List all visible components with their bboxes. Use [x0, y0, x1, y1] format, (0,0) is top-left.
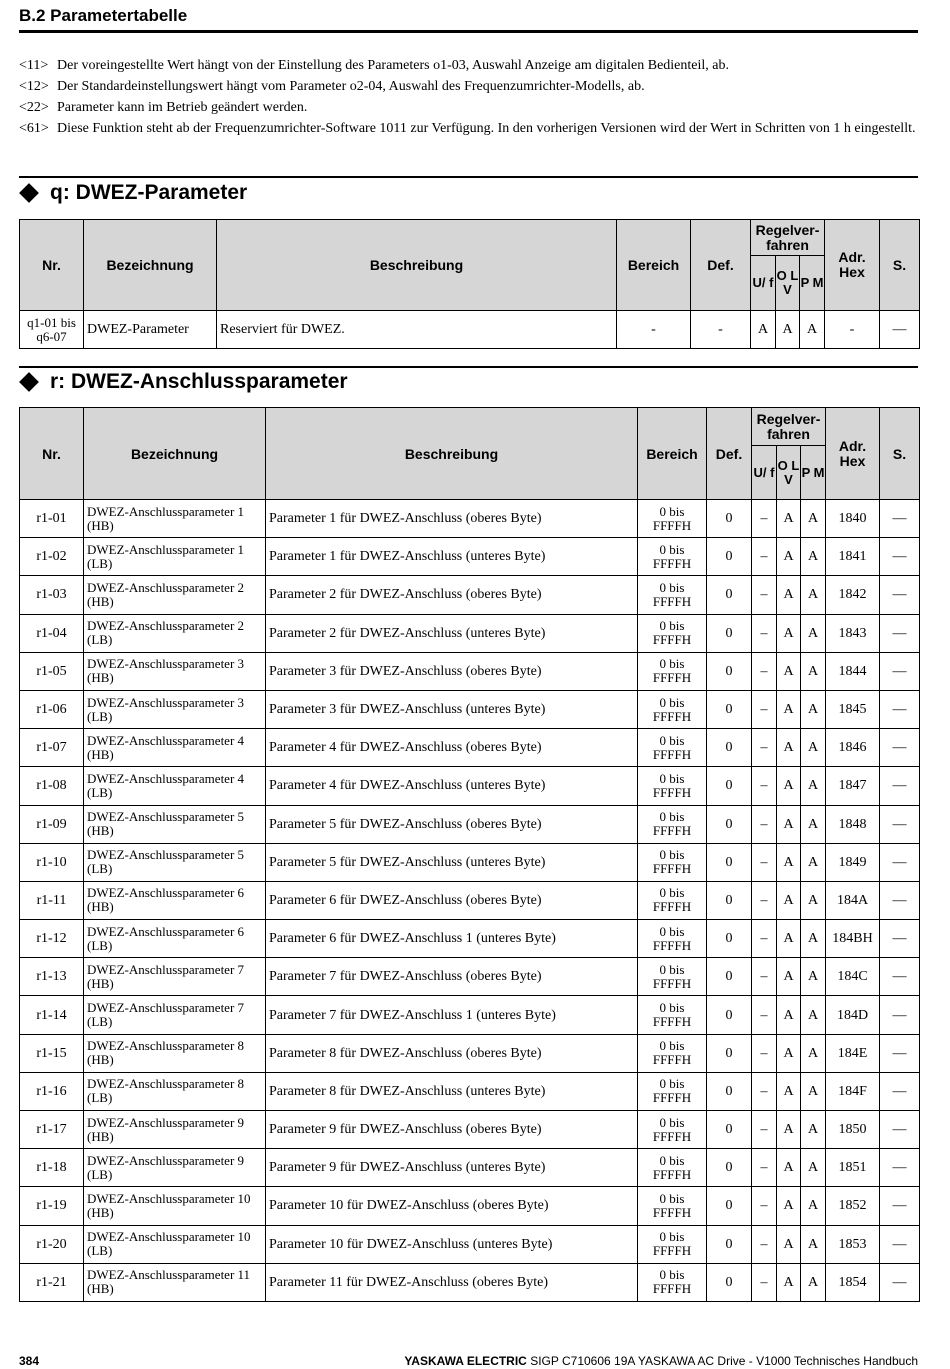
- cell-adr: 184F: [826, 1072, 880, 1110]
- table-row: [20, 614, 920, 652]
- cell-bereich: -: [617, 311, 691, 349]
- cell-adr: 1842: [826, 576, 880, 614]
- cell-bereich: 0 bis FFFFH: [638, 576, 707, 614]
- cell-beschreibung: Parameter 10 für DWEZ-Anschluss (oberes Byte): [266, 1187, 638, 1225]
- cell-adr: 1852: [826, 1187, 880, 1225]
- cell-adr: -: [825, 311, 880, 349]
- cell-pm: A: [801, 805, 826, 843]
- cell-olv: A: [777, 767, 801, 805]
- cell-nr: r1-20: [20, 1225, 84, 1263]
- cell-uf: –: [752, 538, 777, 576]
- cell-bereich: 0 bis FFFFH: [638, 805, 707, 843]
- cell-def: 0: [707, 538, 752, 576]
- cell-def: 0: [707, 1111, 752, 1149]
- cell-bezeichnung: DWEZ-Anschlussparameter 1 (HB): [84, 500, 266, 538]
- cell-olv: A: [777, 881, 801, 919]
- cell-bereich: 0 bis FFFFH: [638, 1034, 707, 1072]
- cell-nr: r1-07: [20, 729, 84, 767]
- cell-def: 0: [707, 767, 752, 805]
- table-row: [20, 538, 920, 576]
- cell-bezeichnung: DWEZ-Anschlussparameter 2 (LB): [84, 614, 266, 652]
- cell-bezeichnung: DWEZ-Anschlussparameter 10 (HB): [84, 1187, 266, 1225]
- table-row: [20, 500, 920, 538]
- cell-olv: A: [777, 996, 801, 1034]
- cell-bereich: 0 bis FFFFH: [638, 1263, 707, 1301]
- cell-beschreibung: Parameter 4 für DWEZ-Anschluss (unteres Byte): [266, 767, 638, 805]
- cell-s: —: [880, 881, 920, 919]
- cell-uf: –: [752, 767, 777, 805]
- cell-bezeichnung: DWEZ-Anschlussparameter 4 (HB): [84, 729, 266, 767]
- cell-def: 0: [707, 1072, 752, 1110]
- cell-bezeichnung: DWEZ-Anschlussparameter 6 (LB): [84, 920, 266, 958]
- cell-def: 0: [707, 614, 752, 652]
- cell-bezeichnung: DWEZ-Anschlussparameter 7 (LB): [84, 996, 266, 1034]
- note-text: Diese Funktion steht ab der Frequenzumrichter-Software 1011 zur Verfügung. In den vorherigen Versionen wird der Wert in Schritten von 1 h eingestellt.: [57, 121, 916, 136]
- cell-pm: A: [801, 1072, 826, 1110]
- cell-s: —: [880, 1187, 920, 1225]
- cell-bezeichnung: DWEZ-Anschlussparameter 3 (HB): [84, 652, 266, 690]
- diamond-bullet-icon: [19, 183, 39, 203]
- cell-uf: –: [752, 500, 777, 538]
- cell-def: 0: [707, 1187, 752, 1225]
- note-id: <22>: [19, 100, 49, 115]
- table-row: [20, 1263, 920, 1301]
- cell-def: 0: [707, 1034, 752, 1072]
- cell-bezeichnung: DWEZ-Anschlussparameter 8 (LB): [84, 1072, 266, 1110]
- cell-def: 0: [707, 1225, 752, 1263]
- table-row: [20, 1111, 920, 1149]
- cell-pm: A: [801, 1149, 826, 1187]
- header-beschreibung: Beschreibung: [217, 220, 617, 311]
- table-row: [20, 576, 920, 614]
- cell-nr: r1-15: [20, 1034, 84, 1072]
- cell-s: —: [880, 920, 920, 958]
- cell-pm: A: [801, 652, 826, 690]
- cell-nr: r1-04: [20, 614, 84, 652]
- cell-beschreibung: Parameter 3 für DWEZ-Anschluss (unteres Byte): [266, 690, 638, 728]
- cell-adr: 1846: [826, 729, 880, 767]
- notes-list: [19, 56, 918, 140]
- cell-adr: 1840: [826, 500, 880, 538]
- note-item: [19, 98, 918, 118]
- cell-s: —: [880, 500, 920, 538]
- cell-uf: –: [752, 1187, 777, 1225]
- header-olv: O L V: [777, 446, 801, 500]
- cell-bereich: 0 bis FFFFH: [638, 614, 707, 652]
- page-title: B.2 Parametertabelle: [19, 6, 918, 33]
- cell-olv: A: [777, 1111, 801, 1149]
- cell-pm: A: [801, 881, 826, 919]
- cell-nr: r1-06: [20, 690, 84, 728]
- cell-nr: q1-01 bis q6-07: [20, 311, 84, 349]
- cell-adr: 184E: [826, 1034, 880, 1072]
- cell-uf: –: [752, 1263, 777, 1301]
- cell-adr: 1851: [826, 1149, 880, 1187]
- table-row: [20, 920, 920, 958]
- table-row: [20, 311, 920, 349]
- cell-def: -: [691, 311, 751, 349]
- cell-bereich: 0 bis FFFFH: [638, 1149, 707, 1187]
- cell-olv: A: [777, 843, 801, 881]
- cell-bezeichnung: DWEZ-Anschlussparameter 5 (LB): [84, 843, 266, 881]
- cell-bereich: 0 bis FFFFH: [638, 1072, 707, 1110]
- table-row: [20, 729, 920, 767]
- table-row: [20, 1225, 920, 1263]
- cell-pm: A: [801, 1225, 826, 1263]
- cell-olv: A: [777, 576, 801, 614]
- parameter-table-q: [19, 219, 920, 349]
- cell-olv: A: [777, 538, 801, 576]
- cell-nr: r1-03: [20, 576, 84, 614]
- cell-uf: –: [752, 576, 777, 614]
- note-text: Der Standardeinstellungswert hängt vom Parameter o2-04, Auswahl des Frequenzumrichter-Modells, ab.: [57, 79, 645, 94]
- section-heading-r: [19, 370, 348, 394]
- cell-beschreibung: Parameter 9 für DWEZ-Anschluss (oberes Byte): [266, 1111, 638, 1149]
- header-nr: Nr.: [20, 220, 84, 311]
- cell-beschreibung: Parameter 9 für DWEZ-Anschluss (unteres Byte): [266, 1149, 638, 1187]
- cell-bereich: 0 bis FFFFH: [638, 652, 707, 690]
- header-olv: O L V: [776, 256, 800, 311]
- cell-uf: –: [752, 843, 777, 881]
- cell-bereich: 0 bis FFFFH: [638, 729, 707, 767]
- cell-def: 0: [707, 729, 752, 767]
- header-def: Def.: [691, 220, 751, 311]
- table-row: [20, 881, 920, 919]
- cell-nr: r1-08: [20, 767, 84, 805]
- cell-adr: 1854: [826, 1263, 880, 1301]
- cell-bereich: 0 bis FFFFH: [638, 881, 707, 919]
- cell-olv: A: [777, 1072, 801, 1110]
- cell-bereich: 0 bis FFFFH: [638, 500, 707, 538]
- cell-beschreibung: Parameter 1 für DWEZ-Anschluss (unteres Byte): [266, 538, 638, 576]
- cell-beschreibung: Parameter 1 für DWEZ-Anschluss (oberes Byte): [266, 500, 638, 538]
- cell-bereich: 0 bis FFFFH: [638, 538, 707, 576]
- cell-bezeichnung: DWEZ-Anschlussparameter 5 (HB): [84, 805, 266, 843]
- cell-def: 0: [707, 958, 752, 996]
- cell-def: 0: [707, 500, 752, 538]
- cell-olv: A: [777, 729, 801, 767]
- cell-olv: A: [777, 958, 801, 996]
- cell-uf: –: [752, 614, 777, 652]
- section-title: q: DWEZ-Parameter: [50, 181, 248, 204]
- footer-doc-title: SIGP C710606 19A YASKAWA AC Drive - V1000 Technisches Handbuch: [530, 1354, 918, 1368]
- cell-pm: A: [801, 614, 826, 652]
- cell-beschreibung: Reserviert für DWEZ.: [217, 311, 617, 349]
- cell-adr: 1848: [826, 805, 880, 843]
- diamond-bullet-icon: [19, 372, 39, 392]
- table-row: [20, 1072, 920, 1110]
- note-id: <12>: [19, 79, 49, 94]
- cell-s: —: [880, 690, 920, 728]
- cell-s: —: [880, 538, 920, 576]
- cell-olv: A: [777, 1225, 801, 1263]
- section-title: r: DWEZ-Anschlussparameter: [50, 370, 348, 393]
- cell-s: —: [880, 958, 920, 996]
- cell-def: 0: [707, 920, 752, 958]
- cell-s: —: [880, 1034, 920, 1072]
- cell-uf: –: [752, 1149, 777, 1187]
- cell-adr: 1849: [826, 843, 880, 881]
- cell-bezeichnung: DWEZ-Anschlussparameter 3 (LB): [84, 690, 266, 728]
- header-s: S.: [880, 220, 920, 311]
- cell-bereich: 0 bis FFFFH: [638, 958, 707, 996]
- cell-def: 0: [707, 805, 752, 843]
- cell-adr: 184C: [826, 958, 880, 996]
- cell-beschreibung: Parameter 7 für DWEZ-Anschluss (oberes Byte): [266, 958, 638, 996]
- cell-s: —: [880, 767, 920, 805]
- cell-uf: –: [752, 1225, 777, 1263]
- cell-s: —: [880, 1263, 920, 1301]
- cell-uf: –: [752, 652, 777, 690]
- cell-bezeichnung: DWEZ-Anschlussparameter 6 (HB): [84, 881, 266, 919]
- cell-adr: 1844: [826, 652, 880, 690]
- note-item: [19, 119, 918, 139]
- cell-beschreibung: Parameter 11 für DWEZ-Anschluss (oberes Byte): [266, 1263, 638, 1301]
- cell-def: 0: [707, 576, 752, 614]
- cell-beschreibung: Parameter 5 für DWEZ-Anschluss (unteres Byte): [266, 843, 638, 881]
- cell-bezeichnung: DWEZ-Anschlussparameter 2 (HB): [84, 576, 266, 614]
- cell-nr: r1-16: [20, 1072, 84, 1110]
- cell-bereich: 0 bis FFFFH: [638, 843, 707, 881]
- cell-adr: 1847: [826, 767, 880, 805]
- cell-bereich: 0 bis FFFFH: [638, 1225, 707, 1263]
- section-divider: [19, 176, 918, 178]
- cell-def: 0: [707, 881, 752, 919]
- cell-s: —: [880, 614, 920, 652]
- cell-bereich: 0 bis FFFFH: [638, 690, 707, 728]
- table-row: [20, 1149, 920, 1187]
- cell-nr: r1-19: [20, 1187, 84, 1225]
- cell-nr: r1-17: [20, 1111, 84, 1149]
- cell-nr: r1-14: [20, 996, 84, 1034]
- cell-adr: 1841: [826, 538, 880, 576]
- cell-olv: A: [777, 1034, 801, 1072]
- header-bezeichnung: Bezeichnung: [84, 220, 217, 311]
- cell-beschreibung: Parameter 5 für DWEZ-Anschluss (oberes Byte): [266, 805, 638, 843]
- section-heading-q: [19, 181, 247, 205]
- cell-pm: A: [800, 311, 825, 349]
- cell-beschreibung: Parameter 8 für DWEZ-Anschluss (unteres Byte): [266, 1072, 638, 1110]
- footer-doc-info: [404, 1354, 918, 1368]
- note-item: [19, 77, 918, 97]
- cell-bezeichnung: DWEZ-Anschlussparameter 7 (HB): [84, 958, 266, 996]
- cell-nr: r1-13: [20, 958, 84, 996]
- cell-beschreibung: Parameter 4 für DWEZ-Anschluss (oberes Byte): [266, 729, 638, 767]
- cell-adr: 1853: [826, 1225, 880, 1263]
- cell-nr: r1-21: [20, 1263, 84, 1301]
- cell-beschreibung: Parameter 2 für DWEZ-Anschluss (oberes Byte): [266, 576, 638, 614]
- cell-bezeichnung: DWEZ-Anschlussparameter 1 (LB): [84, 538, 266, 576]
- cell-bereich: 0 bis FFFFH: [638, 1111, 707, 1149]
- table-row: [20, 652, 920, 690]
- cell-def: 0: [707, 843, 752, 881]
- table-row: [20, 1187, 920, 1225]
- cell-bereich: 0 bis FFFFH: [638, 996, 707, 1034]
- header-uf: U/ f: [751, 256, 776, 311]
- cell-bezeichnung: DWEZ-Anschlussparameter 9 (LB): [84, 1149, 266, 1187]
- cell-pm: A: [801, 1034, 826, 1072]
- header-adr: Adr. Hex: [825, 220, 880, 311]
- page-footer: [19, 1354, 918, 1368]
- cell-uf: –: [752, 805, 777, 843]
- cell-def: 0: [707, 1149, 752, 1187]
- cell-nr: r1-01: [20, 500, 84, 538]
- cell-olv: A: [777, 500, 801, 538]
- note-id: <11>: [19, 58, 49, 73]
- cell-pm: A: [801, 538, 826, 576]
- cell-uf: –: [752, 996, 777, 1034]
- cell-s: —: [880, 311, 920, 349]
- cell-s: —: [880, 843, 920, 881]
- cell-uf: –: [752, 920, 777, 958]
- header-uf: U/ f: [752, 446, 777, 500]
- cell-olv: A: [777, 1263, 801, 1301]
- cell-pm: A: [801, 1111, 826, 1149]
- cell-nr: r1-18: [20, 1149, 84, 1187]
- cell-olv: A: [776, 311, 800, 349]
- cell-s: —: [880, 652, 920, 690]
- cell-adr: 184D: [826, 996, 880, 1034]
- cell-olv: A: [777, 652, 801, 690]
- header-adr: Adr. Hex: [826, 408, 880, 500]
- note-text: Der voreingestellte Wert hängt von der Einstellung des Parameters o1-03, Auswahl Anzeige am digitalen Bedienteil, ab.: [57, 58, 729, 73]
- note-item: [19, 56, 918, 76]
- cell-bereich: 0 bis FFFFH: [638, 767, 707, 805]
- cell-s: —: [880, 996, 920, 1034]
- header-regelverfahren: Regelver-fahren: [752, 408, 826, 446]
- cell-olv: A: [777, 1149, 801, 1187]
- header-def: Def.: [707, 408, 752, 500]
- cell-beschreibung: Parameter 2 für DWEZ-Anschluss (unteres Byte): [266, 614, 638, 652]
- cell-nr: r1-10: [20, 843, 84, 881]
- cell-adr: 1845: [826, 690, 880, 728]
- header-bezeichnung: Bezeichnung: [84, 408, 266, 500]
- cell-olv: A: [777, 1187, 801, 1225]
- cell-pm: A: [801, 843, 826, 881]
- header-regelverfahren: Regelver-fahren: [751, 220, 825, 256]
- cell-pm: A: [801, 996, 826, 1034]
- table-row: [20, 958, 920, 996]
- cell-pm: A: [801, 1263, 826, 1301]
- cell-bereich: 0 bis FFFFH: [638, 920, 707, 958]
- cell-beschreibung: Parameter 8 für DWEZ-Anschluss (oberes Byte): [266, 1034, 638, 1072]
- cell-bezeichnung: DWEZ-Anschlussparameter 4 (LB): [84, 767, 266, 805]
- cell-beschreibung: Parameter 3 für DWEZ-Anschluss (oberes Byte): [266, 652, 638, 690]
- cell-beschreibung: Parameter 6 für DWEZ-Anschluss (oberes Byte): [266, 881, 638, 919]
- cell-bezeichnung: DWEZ-Anschlussparameter 9 (HB): [84, 1111, 266, 1149]
- table-body: [20, 500, 920, 1302]
- cell-bezeichnung: DWEZ-Anschlussparameter 11 (HB): [84, 1263, 266, 1301]
- table-row: [20, 996, 920, 1034]
- cell-adr: 1843: [826, 614, 880, 652]
- cell-adr: 184BH: [826, 920, 880, 958]
- header-beschreibung: Beschreibung: [266, 408, 638, 500]
- cell-pm: A: [801, 576, 826, 614]
- cell-s: —: [880, 1111, 920, 1149]
- cell-bezeichnung: DWEZ-Anschlussparameter 10 (LB): [84, 1225, 266, 1263]
- cell-pm: A: [801, 767, 826, 805]
- table-row: [20, 690, 920, 728]
- cell-nr: r1-02: [20, 538, 84, 576]
- cell-olv: A: [777, 920, 801, 958]
- cell-s: —: [880, 576, 920, 614]
- footer-brand: YASKAWA ELECTRIC: [404, 1354, 527, 1368]
- note-id: <61>: [19, 121, 49, 136]
- cell-nr: r1-09: [20, 805, 84, 843]
- table-row: [20, 805, 920, 843]
- cell-olv: A: [777, 690, 801, 728]
- header-bereich: Bereich: [617, 220, 691, 311]
- cell-adr: 184A: [826, 881, 880, 919]
- cell-def: 0: [707, 652, 752, 690]
- cell-s: —: [880, 1149, 920, 1187]
- table-row: [20, 767, 920, 805]
- cell-uf: –: [752, 1111, 777, 1149]
- cell-uf: –: [752, 958, 777, 996]
- cell-olv: A: [777, 614, 801, 652]
- cell-pm: A: [801, 729, 826, 767]
- page-number: 384: [19, 1354, 40, 1368]
- header-nr: Nr.: [20, 408, 84, 500]
- header-pm: P M: [800, 256, 825, 311]
- cell-uf: A: [751, 311, 776, 349]
- cell-pm: A: [801, 920, 826, 958]
- cell-s: —: [880, 1072, 920, 1110]
- cell-uf: –: [752, 729, 777, 767]
- cell-def: 0: [707, 690, 752, 728]
- parameter-table-r: [19, 407, 920, 1302]
- cell-nr: r1-11: [20, 881, 84, 919]
- cell-pm: A: [801, 500, 826, 538]
- cell-def: 0: [707, 1263, 752, 1301]
- cell-pm: A: [801, 958, 826, 996]
- cell-uf: –: [752, 1072, 777, 1110]
- cell-nr: r1-05: [20, 652, 84, 690]
- cell-uf: –: [752, 690, 777, 728]
- header-s: S.: [880, 408, 920, 500]
- table-row: [20, 1034, 920, 1072]
- section-divider: [19, 366, 918, 368]
- cell-adr: 1850: [826, 1111, 880, 1149]
- cell-pm: A: [801, 1187, 826, 1225]
- cell-olv: A: [777, 805, 801, 843]
- cell-bezeichnung: DWEZ-Anschlussparameter 8 (HB): [84, 1034, 266, 1072]
- cell-uf: –: [752, 881, 777, 919]
- cell-beschreibung: Parameter 6 für DWEZ-Anschluss 1 (unteres Byte): [266, 920, 638, 958]
- cell-pm: A: [801, 690, 826, 728]
- cell-s: —: [880, 1225, 920, 1263]
- table-row: [20, 843, 920, 881]
- cell-def: 0: [707, 996, 752, 1034]
- cell-bereich: 0 bis FFFFH: [638, 1187, 707, 1225]
- cell-beschreibung: Parameter 7 für DWEZ-Anschluss 1 (unteres Byte): [266, 996, 638, 1034]
- header-pm: P M: [801, 446, 826, 500]
- note-text: Parameter kann im Betrieb geändert werden.: [57, 100, 308, 115]
- cell-s: —: [880, 805, 920, 843]
- cell-nr: r1-12: [20, 920, 84, 958]
- header-bereich: Bereich: [638, 408, 707, 500]
- cell-bezeichnung: DWEZ-Parameter: [84, 311, 217, 349]
- cell-s: —: [880, 729, 920, 767]
- cell-uf: –: [752, 1034, 777, 1072]
- cell-beschreibung: Parameter 10 für DWEZ-Anschluss (unteres Byte): [266, 1225, 638, 1263]
